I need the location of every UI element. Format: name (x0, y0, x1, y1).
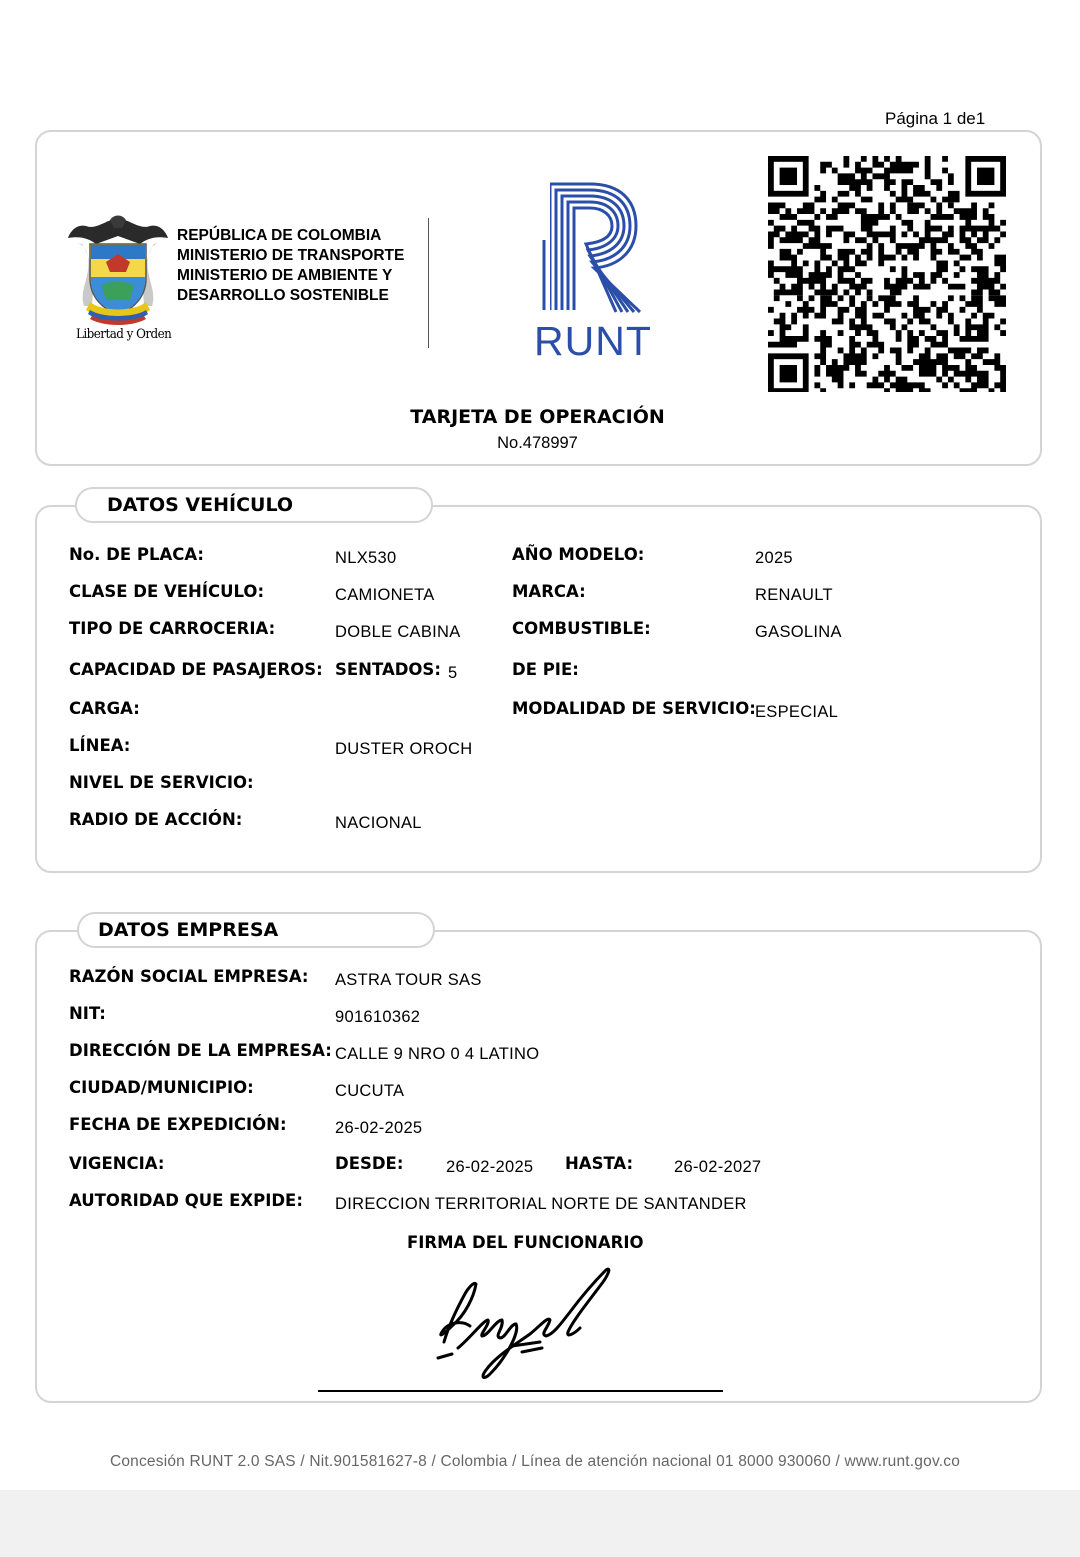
carga-label: CARGA: (69, 699, 140, 718)
document-title: TARJETA DE OPERACIÓN (410, 406, 665, 428)
radio-value: NACIONAL (335, 814, 422, 832)
qr-code-icon (768, 156, 1006, 392)
coat-of-arms-icon (66, 214, 170, 330)
vehicle-section-title: DATOS VEHÍCULO (75, 487, 433, 523)
ciudad-label: CIUDAD/MUNICIPIO: (69, 1078, 254, 1097)
company-section-title: DATOS EMPRESA (77, 912, 435, 948)
combustible-label: COMBUSTIBLE: (512, 619, 651, 638)
nit-value: 901610362 (335, 1008, 421, 1026)
modalidad-value: ESPECIAL (755, 703, 839, 721)
gov-line-4: DESARROLLO SOSTENIBLE (177, 287, 389, 304)
placa-value: NLX530 (335, 549, 397, 567)
direccion-label: DIRECCIÓN DE LA EMPRESA: (69, 1041, 332, 1060)
sentados-label: SENTADOS: (335, 660, 441, 679)
hasta-label: HASTA: (565, 1154, 634, 1173)
bottom-bar (0, 1490, 1080, 1557)
clase-value: CAMIONETA (335, 586, 435, 604)
placa-label: No. DE PLACA: (69, 545, 205, 564)
hasta-value: 26-02-2027 (674, 1158, 762, 1176)
motto-text: Libertad y Orden (76, 327, 172, 342)
fecha-value: 26-02-2025 (335, 1119, 423, 1137)
radio-label: RADIO DE ACCIÓN: (69, 810, 243, 829)
autoridad-label: AUTORIDAD QUE EXPIDE: (69, 1191, 303, 1210)
sentados-value: 5 (448, 664, 458, 682)
desde-value: 26-02-2025 (446, 1158, 534, 1176)
signature-image (430, 1262, 620, 1387)
razon-value: ASTRA TOUR SAS (335, 971, 482, 989)
ciudad-value: CUCUTA (335, 1082, 405, 1100)
capacidad-label: CAPACIDAD DE PASAJEROS: (69, 660, 323, 679)
page-number: Página 1 de1 (885, 109, 986, 128)
direccion-value: CALLE 9 NRO 0 4 LATINO (335, 1045, 540, 1063)
linea-value: DUSTER OROCH (335, 740, 473, 758)
combustible-value: GASOLINA (755, 623, 842, 641)
nivel-label: NIVEL DE SERVICIO: (69, 773, 254, 792)
runt-logo-icon (540, 180, 650, 320)
runt-logo-text: RUNT (534, 318, 652, 364)
footer-text: Concesión RUNT 2.0 SAS / Nit.901581627-8 / Colombia / Línea de atención nacional 01 8000 930060 / www.runt.gov.co (109, 1453, 961, 1470)
header-divider (428, 218, 429, 348)
fecha-label: FECHA DE EXPEDICIÓN: (69, 1115, 287, 1134)
linea-label: LÍNEA: (69, 736, 131, 755)
marca-value: RENAULT (755, 586, 833, 604)
clase-label: CLASE DE VEHÍCULO: (69, 582, 265, 601)
gov-line-3: MINISTERIO DE AMBIENTE Y (177, 267, 393, 284)
firma-label: FIRMA DEL FUNCIONARIO (407, 1233, 644, 1252)
carroceria-label: TIPO DE CARROCERIA: (69, 619, 276, 638)
marca-label: MARCA: (512, 582, 586, 601)
autoridad-value: DIRECCION TERRITORIAL NORTE DE SANTANDER (335, 1195, 747, 1213)
depie-label: DE PIE: (512, 660, 579, 679)
anio-label: AÑO MODELO: (512, 545, 645, 564)
razon-label: RAZÓN SOCIAL EMPRESA: (69, 967, 309, 986)
anio-value: 2025 (755, 549, 793, 567)
modalidad-label: MODALIDAD DE SERVICIO: (512, 699, 756, 718)
gov-line-2: MINISTERIO DE TRANSPORTE (177, 247, 405, 264)
gov-line-1: REPÚBLICA DE COLOMBIA (177, 227, 382, 244)
desde-label: DESDE: (335, 1154, 404, 1173)
vigencia-label: VIGENCIA: (69, 1154, 165, 1173)
document-number: No.478997 (497, 434, 578, 452)
signature-line (318, 1390, 723, 1392)
nit-label: NIT: (69, 1004, 106, 1023)
carroceria-value: DOBLE CABINA (335, 623, 461, 641)
